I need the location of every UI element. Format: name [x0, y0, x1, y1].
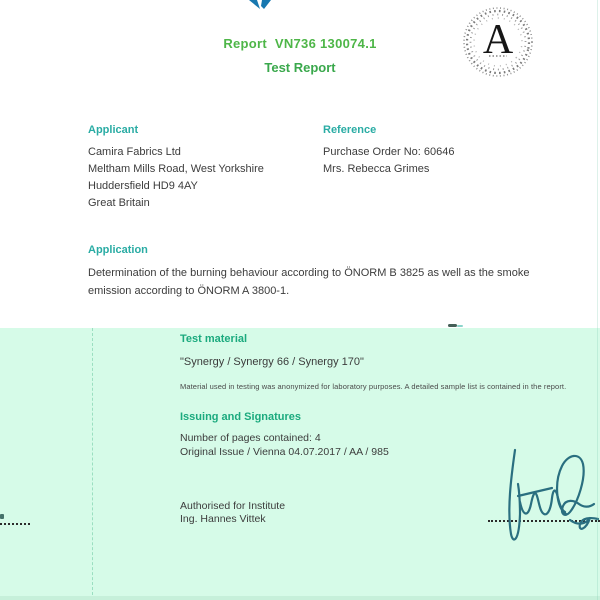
reference-heading: Reference — [323, 124, 377, 136]
reference-line: Mrs. Rebecca Grimes — [323, 163, 430, 175]
accreditation-stamp-seal — [459, 4, 537, 82]
test-material-heading: Test material — [180, 333, 248, 345]
applicant-line: Meltham Mills Road, West Yorkshire — [88, 163, 264, 175]
applicant-address — [88, 144, 264, 212]
report-number-title: Report VN736 130074.1 — [223, 36, 377, 51]
authorised-label: Authorised for Institute — [180, 500, 286, 512]
issuing-heading: Issuing and Signatures — [180, 411, 302, 423]
report-title-block — [100, 36, 500, 75]
edge-dotted-line — [0, 523, 30, 525]
stamp-letter: A — [482, 17, 514, 63]
application-heading: Application — [88, 244, 148, 256]
applicant-line: Huddersfield HD9 4AY — [88, 180, 198, 192]
page-fold-line — [92, 328, 93, 600]
applicant-line: Great Britain — [88, 197, 150, 209]
institute-logo-icon — [249, 0, 271, 9]
issuing-details — [180, 431, 389, 459]
reference-line: Purchase Order No: 60646 — [323, 146, 455, 158]
handwritten-signature — [478, 438, 600, 550]
original-issue-line: Original Issue / Vienna 04.07.2017 / AA / 985 — [180, 446, 389, 458]
test-material-value: "Synergy / Synergy 66 / Synergy 170" — [180, 356, 364, 368]
edge-mark — [0, 514, 4, 519]
reference-details — [323, 144, 454, 178]
test-material-note: Material used in testing was anonymized for laboratory purposes. A detailed sample list is contained in the report. — [180, 382, 567, 391]
authorised-block — [180, 500, 285, 526]
scan-right-edge — [597, 0, 598, 600]
applicant-line: Camira Fabrics Ltd — [88, 146, 181, 158]
signatory-name: Ing. Hannes Vittek — [180, 513, 266, 525]
application-text: Determination of the burning behaviour according to ÖNORM B 3825 as well as the smoke emission according to ÖNORM A 3800-1. — [88, 267, 530, 297]
scan-artifact-mark — [448, 324, 457, 327]
pages-count-line: Number of pages contained: 4 — [180, 432, 321, 444]
scan-artifact-mark — [457, 325, 463, 327]
applicant-heading: Applicant — [88, 124, 139, 136]
report-subtitle: Test Report — [264, 60, 336, 75]
page-bottom-edge — [0, 596, 600, 600]
